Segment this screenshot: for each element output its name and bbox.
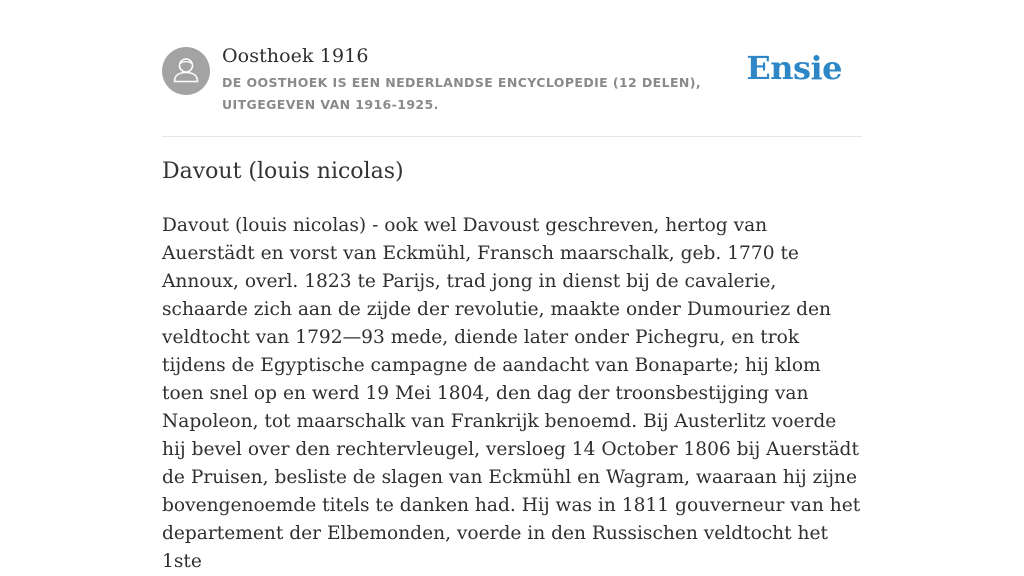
- source-header: [162, 44, 862, 137]
- source-description: DE OOSTHOEK IS EEN NEDERLANDSE ENCYCLOPEDIE (12 DELEN), UITGEGEVEN VAN 1916-1925.: [222, 75, 702, 112]
- user-silhouette-icon: [162, 47, 210, 95]
- article-body: Davout (louis nicolas) - ook wel Davoust geschreven, hertog van Auerstädt en vorst van Eckmühl, Fransch maarschalk, geb. 1770 te Annoux, overl. 1823 te Parijs, trad jong in dienst bij de cavalerie, schaarde zich aan de zijde der revolutie, maakte onder Dumouriez den veldtocht van 1792—93 mede, diende later onder Pichegru, en trok tijdens de Egyptische campagne de aandacht van Bonaparte; hij klom toen snel op en werd 19 Mei 1804, den dag der troonsbestijging van Napoleon, tot maarschalk van Frankrijk benoemd. Bij Austerlitz voerde hij bevel over den rechtervleugel, versloeg 14 October 1806 bij Auerstädt de Pruisen, besliste de slagen van Eckmühl en Wagram, waaraan hij zijne bovengenoemde titels te danken had. Hij was in 1811 gouverneur van het departement der Elbemonden, voerde in den Russischen veldtocht het 1ste: [162, 215, 861, 572]
- source-title[interactable]: Oosthoek 1916: [222, 45, 369, 67]
- article-title: Davout (louis nicolas): [162, 159, 404, 184]
- ensie-logo[interactable]: Ensie: [746, 49, 842, 87]
- source-avatar[interactable]: [162, 47, 210, 95]
